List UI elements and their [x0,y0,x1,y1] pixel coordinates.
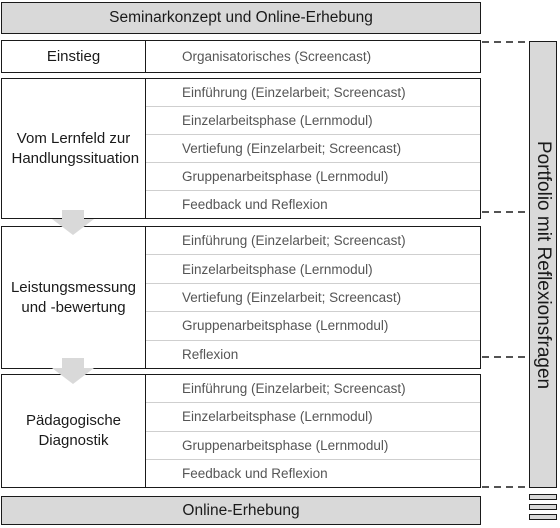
phase-title-text: Vom Lernfeld zur Handlungssituation [11,129,140,167]
phase-item: Organisatorisches (Screencast) [182,49,372,64]
phase-item: Gruppenarbeitsphase (Lernmodul) [146,311,480,339]
phase-item: Gruppenarbeitsphase (Lernmodul) [146,431,480,459]
phase-item: Einzelarbeitsphase (Lernmodul) [146,106,480,134]
phase-item: Einzelarbeitsphase (Lernmodul) [146,402,480,430]
phase-item: Feedback und Reflexion [146,459,480,487]
phase-item: Einführung (Einzelarbeit; Screencast) [182,381,406,397]
phase-item: Vertiefung (Einzelarbeit; Screencast) [146,134,480,162]
phase-item: Einführung (Einzelarbeit; Screencast) [182,85,406,100]
phase-item: Feedback und Reflexion [146,190,480,218]
phase-item: Einführung (Einzelarbeit; Screencast) [182,233,406,249]
phase-title-text: Einstieg [46,47,101,65]
flow-arrow [52,358,94,384]
phase-title-text: Leistungsmessung und -bewertung [10,278,137,316]
phase-item: Einzelarbeitsphase (Lernmodul) [146,254,480,282]
phase-item: Gruppenarbeitsphase (Lernmodul) [146,162,480,190]
header-title: Seminarkonzept und Online-Erhebung [109,9,373,26]
phase-item: Vertiefung (Einzelarbeit; Screencast) [146,283,480,311]
phase-item: Reflexion [146,340,480,368]
portfolio-label: Portfolio mit Reflexionsfragen [533,140,554,389]
footer-title: Online-Erhebung [182,501,300,519]
phase-title-text: Pädagogische Diagnostik [25,412,122,449]
flow-arrow [52,210,94,235]
